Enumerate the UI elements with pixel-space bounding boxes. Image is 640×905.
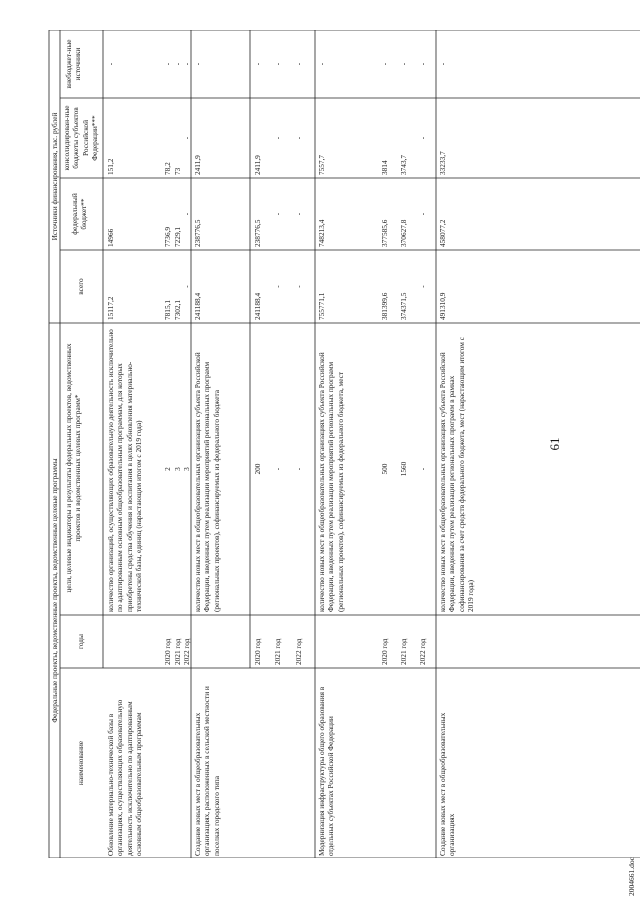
row-3-year-2-federal: 370627,8	[399, 219, 408, 247]
row-3-year-1: 2020 год	[380, 638, 389, 665]
row-1-indicator: количество организаций, осуществляющих образовательную деятельность исключительно по адаптированным основным общеобразовательным программам, для которых приобретены средства обучения и воспитания в целях обновления материально-технической базы, единиц (нарастающим итогом с 2019 года)	[106, 329, 144, 612]
row-3-name: Модернизация инфраструктуры общего образования в отдельных субъектах Российской Федерации	[317, 686, 336, 856]
row-3-year-1-federal: 377585,6	[380, 219, 389, 247]
row-2-year-1-federal: 238776,5	[253, 219, 262, 247]
row-1-year-1-ind: 2	[163, 467, 172, 471]
row-2-extra: -	[193, 62, 202, 66]
header-col-years: годы	[76, 634, 85, 649]
row-4-federal: 458077,2	[438, 219, 447, 247]
row-2-federal: 238776,5	[193, 219, 202, 247]
row-1-year-3-total: -	[182, 285, 191, 288]
row-1-year-1: 2020 год	[163, 638, 172, 665]
row-1-year-2-cons: 73	[173, 167, 182, 175]
row-3-year-2: 2021 год	[399, 638, 408, 665]
row-4-consolidated: 33233,7	[438, 151, 447, 175]
row-3-year-2-ind: 1560	[399, 461, 408, 477]
row-1-federal: 14966	[106, 228, 115, 247]
row-2-total: 241188,4	[193, 292, 202, 320]
row-4-total: 491310,9	[438, 292, 447, 320]
row-3-consolidated: 7557,7	[317, 154, 326, 175]
row-3-year-3-cons: -	[418, 136, 427, 140]
row-3-federal: 748213,4	[317, 219, 326, 247]
row-2-year-2-total: -	[273, 285, 282, 288]
row-3-year-2-extra: -	[399, 62, 408, 66]
document-filename: 2004661.doc	[627, 857, 636, 896]
row-2-year-3-cons: -	[294, 136, 303, 140]
row-2-year-2-federal: -	[273, 212, 282, 216]
row-1-year-2-extra: -	[173, 62, 182, 66]
row-1-name: Обновление материально-технической базы в организациях, осуществляющих образовательную деятельность исключительно по адаптированным основным общеобразовательным программам	[106, 699, 144, 856]
row-4-extra: -	[438, 62, 447, 66]
row-2-year-2-cons: -	[273, 136, 282, 140]
row-2-consolidated: 2411,9	[193, 155, 202, 175]
row-1-year-1-total: 7815,1	[163, 299, 172, 320]
row-3-year-3-total: -	[418, 285, 427, 288]
row-1-year-3-ind: 3	[182, 467, 191, 471]
row-1-year-3-federal: -	[182, 212, 191, 216]
row-1-year-1-extra: -	[163, 62, 172, 66]
row-1-year-2-ind: 3	[173, 467, 182, 471]
row-2-year-3-federal: -	[294, 212, 303, 216]
row-2-year-1-extra: -	[253, 62, 262, 66]
row-3-year-1-ind: 500	[380, 463, 389, 475]
row-1-extra: -	[106, 62, 115, 66]
row-1-year-2: 2021 год	[173, 638, 182, 665]
row-1-consolidated: 151,2	[106, 158, 115, 175]
row-3-year-2-total: 374371,5	[399, 292, 408, 320]
row-3-year-1-total: 381399,6	[380, 292, 389, 320]
row-1-year-3: 2022 год	[182, 638, 191, 665]
header-group-projects: Федеральные проекты, ведомственные проекты, ведомственные целевые программы	[50, 458, 59, 723]
row-2-year-3-ind: -	[294, 467, 303, 471]
header-group-sources: Источники финансирования, тыс. рублей	[50, 112, 59, 241]
header-col-federal: федеральный бюджет**	[70, 193, 89, 235]
row-3-indicator: количество новых мест в общеобразовательных организациях субъекта Российской Федерации, введенных путем реализации мероприятий региональных программ (региональных проектов), софинансируемых из федерального бюджета, мест	[317, 352, 345, 612]
row-3-year-3-extra: -	[418, 62, 427, 66]
row-3-year-3-ind: -	[418, 467, 427, 471]
row-2-indicator: количество новых мест в общеобразовательных организациях субъекта Российской Федерации, введенных путем реализации мероприятий региональных программ (региональных проектов), софинансируемых из федерального бюджета	[193, 352, 221, 612]
header-col-total: всего	[76, 278, 85, 295]
row-3-total: 755771,1	[317, 292, 326, 320]
header-col-indicators: цели, целевые индикаторы и результаты федеральных проектов, ведомственных проектов и ведомственных целевых программ*	[64, 343, 83, 593]
row-1-year-3-extra: -	[182, 62, 191, 66]
row-2-year-1: 2020 год	[253, 638, 262, 665]
rotated-table-page	[47, 30, 640, 896]
row-2-year-2: 2021 год	[273, 638, 282, 665]
row-3-year-3-federal: -	[418, 212, 427, 216]
row-3-year-2-cons: 3743,7	[399, 154, 408, 175]
header-col-extrabudget: внебюджет-ные источники	[64, 39, 83, 89]
row-1-year-1-cons: 78,2	[163, 162, 172, 175]
row-3-year-1-extra: -	[380, 62, 389, 66]
page-number: 61	[547, 437, 562, 451]
row-2-year-3-total: -	[294, 285, 303, 288]
row-1-year-2-total: 7302,1	[173, 299, 182, 320]
row-2-year-2-ind: -	[273, 467, 282, 471]
row-2-year-3: 2022 год	[294, 638, 303, 665]
row-3-year-3: 2022 год	[418, 638, 427, 665]
row-3-year-1-cons: 3814	[380, 160, 389, 175]
row-2-year-1-cons: 2411,9	[253, 155, 262, 175]
row-4-indicator: количество новых мест в общеобразовательных организациях субъекта Российской Федерации, введенных путем реализации региональных программ в рамках софинансирования за счет средств федерального бюджета, мест (нарастающим итогом с 2019 года)	[438, 337, 476, 612]
row-1-year-3-cons: -	[182, 136, 191, 140]
row-1-total: 15117,2	[106, 296, 115, 320]
row-2-year-1-ind: 200	[253, 463, 262, 475]
row-1-year-1-federal: 7736,9	[163, 226, 172, 247]
row-4-name: Создание новых мест в общеобразовательных организациях	[438, 712, 457, 856]
row-2-year-2-extra: -	[273, 62, 282, 66]
row-3-extra: -	[317, 62, 326, 66]
row-1-year-2-federal: 7229,1	[173, 226, 182, 247]
row-2-year-3-extra: -	[294, 62, 303, 66]
header-col-name: наименование	[76, 740, 85, 786]
row-2-year-1-total: 241188,4	[253, 292, 262, 320]
header-col-consolidated: консолидирован-ные бюджеты субъектов Российской Федерации***	[62, 105, 100, 171]
row-2-name: Создание новых мест в общеобразовательных организациях, расположенных в сельской местности и поселках городского типа	[193, 686, 221, 856]
